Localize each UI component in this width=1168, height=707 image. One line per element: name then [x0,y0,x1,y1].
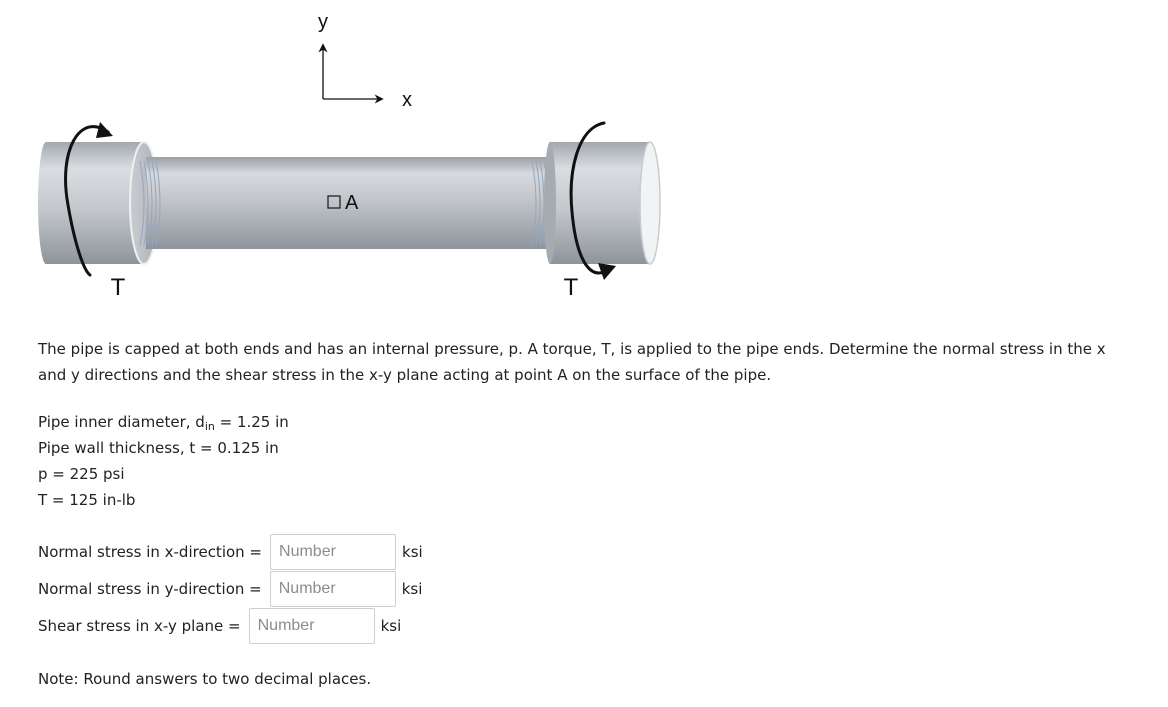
answer-row-normal-x [38,534,423,570]
answer-row-shear-xy [38,608,401,644]
shear-xy-unit: ksi [380,617,402,635]
given-values [38,409,289,513]
torque-right-label: T [563,274,579,301]
given-diameter-suffix: = 1.25 in [214,413,289,431]
shear-xy-label: Shear stress in x-y plane = [38,617,241,635]
left-cap [38,142,158,264]
given-diameter-subscript: in [204,420,215,433]
normal-x-input[interactable] [270,534,396,570]
normal-x-unit: ksi [402,543,423,561]
normal-y-input[interactable] [270,571,396,607]
given-thickness: Pipe wall thickness, t = 0.125 in [38,439,279,457]
normal-y-label: Normal stress in y-direction = [38,580,262,598]
given-pressure: p = 225 psi [38,465,125,483]
normal-x-label: Normal stress in x-direction = [38,543,263,561]
problem-statement: The pipe is capped at both ends and has an internal pressure, p. A torque, T, is applied to the pipe ends. Determine the normal stress in the x and y directions and the shear stress in the x-y plane acting at point A on the surface of the pipe. [38,340,1106,384]
torque-left-label: T [110,274,126,301]
given-diameter-prefix: Pipe inner diameter, d [38,413,205,431]
pipe-body [140,157,548,249]
pipe-figure [0,0,1168,310]
normal-y-unit: ksi [401,580,423,598]
answer-row-normal-y [38,571,422,607]
rounding-note: Note: Round answers to two decimal places. [38,670,372,688]
given-diameter [38,409,289,435]
given-torque: T = 125 in-lb [38,491,136,509]
y-axis-label: y [318,11,328,33]
point-a-label: A [345,192,359,214]
right-cap [544,142,660,264]
shear-xy-input[interactable] [249,608,375,644]
axes [318,11,412,111]
x-axis-label: x [402,89,412,111]
torque-left-arrowhead-icon [96,122,113,138]
